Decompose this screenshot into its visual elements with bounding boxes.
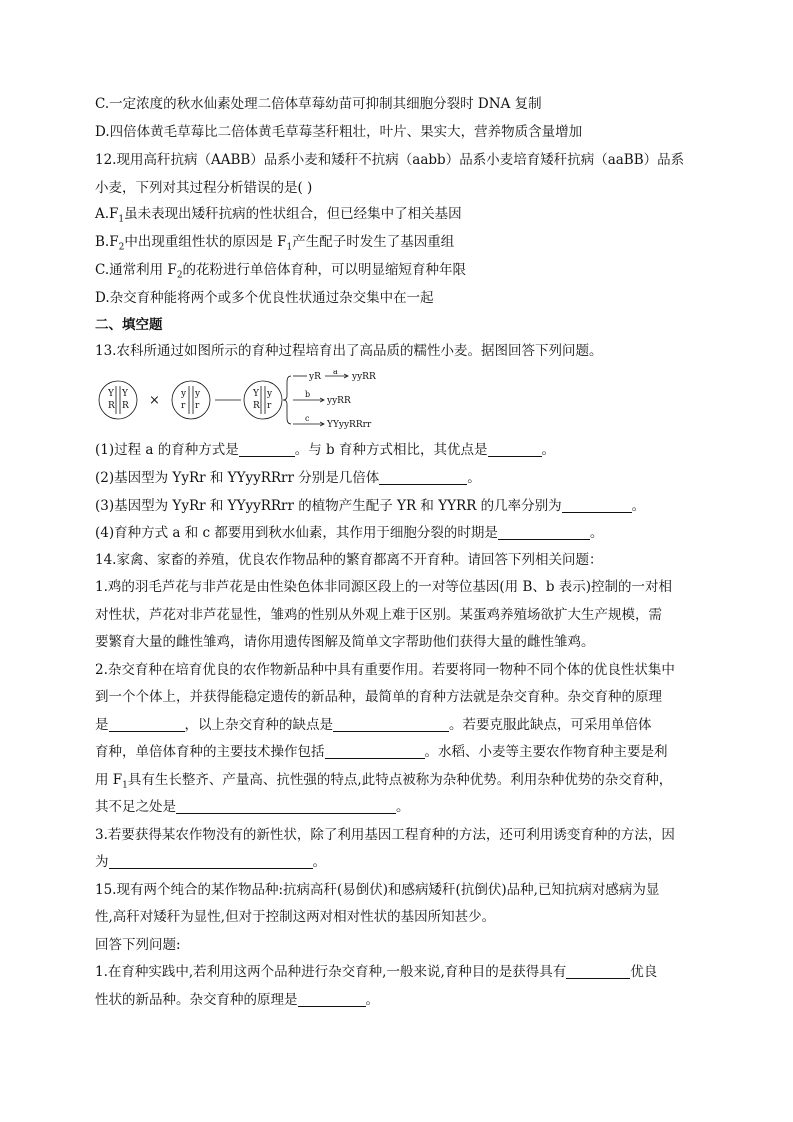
q15-blank-1[interactable] [566, 964, 630, 979]
q11-option-c: C.一定浓度的秋水仙素处理二倍体草莓幼苗可抑制其细胞分裂时 DNA 复制 [95, 96, 542, 112]
q11-option-d: D.四倍体黄毛草莓比二倍体黄毛草莓茎秆粗壮，叶片、果实大，营养物质含量增加 [95, 124, 583, 140]
branch-brace [283, 376, 291, 424]
cell-2-gene-bottom-right: r [195, 401, 200, 411]
section-heading: 二、填空题 [95, 317, 163, 333]
breeding-diagram [95, 370, 395, 430]
q14-p1-line1: 1.鸡的羽毛芦花与非芦花是由性染色体非同源区段上的一对等位基因(用 B、b 表示)控制的一对相 [95, 579, 673, 595]
q14-blank-2[interactable] [333, 717, 449, 732]
cell-3-gene-top-left: Y [253, 389, 259, 399]
q13-blank-1[interactable] [239, 442, 295, 457]
q14-blank-5[interactable] [109, 854, 313, 869]
cell-1-gene-bottom-left: R [108, 401, 115, 411]
branch-c-label: c [305, 414, 310, 423]
q13-blank-5[interactable] [498, 525, 590, 540]
q14-p2-line3: 是 ，以上杂交育种的缺点是 。若要克服此缺点，可采用单倍体 [95, 717, 652, 733]
cell-2-circle [172, 381, 210, 419]
cell-1-gene-top-right: Y [122, 389, 128, 399]
q14-p3-line1: 3.若要获得某农作物没有的新性状，除了利用基因工程育种的方法，还可利用诱变育种的方法，因 [95, 827, 675, 843]
q12-stem-line1: 12.现用高秆抗病（AABB）品系小麦和矮秆不抗病（aabb）品系小麦培育矮秆抗病（aaBB）品系 [95, 152, 685, 168]
branch-c-result: YYyyRRrr [327, 420, 372, 430]
cell-1-gene-top-left: Y [108, 389, 114, 399]
q13-part3: (3)基因型为 YyRr 和 YYyyRRrr 的植物产生配子 YR 和 YYRR 的几率分别为 。 [95, 498, 646, 514]
q15-p1-line2: 性状的新品种。杂交育种的原理是 。 [95, 992, 379, 1008]
q14-p1-line2: 对性状，芦花对非芦花显性，雏鸡的性别从外观上难于区别。某蛋鸡养殖场欲扩大生产规模，需 [95, 607, 662, 623]
q14-blank-3[interactable] [325, 744, 425, 759]
q14-p1-line3: 要繁育大量的雌性雏鸡，请你用遗传图解及简单文字帮助他们获得大量的雌性雏鸡。 [95, 634, 595, 650]
cell-3-circle [244, 381, 282, 419]
q12-option-b: $B.F_2$中出现重组性状的原因是 $F_1$产生配子时发生了基因重组 [95, 234, 455, 253]
cell-2-gene-top-left: y [181, 389, 187, 399]
q12-stem-line2: 小麦，下列对其过程分析错误的是( ) [95, 180, 313, 196]
q12-option-c: C.通常利用 $F_2$的花粉进行单倍体育种，可以明显缩短育种年限 [95, 262, 467, 281]
q15-answer-prompt: 回答下列问题: [95, 937, 181, 953]
branch-a-gamete: yR [309, 372, 321, 382]
branch-a-result: yyRR [352, 372, 376, 382]
q14-blank-4[interactable] [176, 799, 396, 814]
q14-p2-line6: 其不足之处是 。 [95, 799, 410, 815]
q14-p3-line2: 为 。 [95, 854, 326, 870]
q15-stem-line2: 性,高秆对矮秆为显性,但对于控制这两对相对性状的基因所知甚少。 [95, 909, 496, 925]
q13-part2: (2)基因型为 YyRr 和 YYyyRRrr 分别是几倍体 。 [95, 470, 481, 486]
cell-3-gene-top-right: y [267, 389, 273, 399]
cell-1-circle [99, 381, 137, 419]
branch-b-label: b [305, 390, 311, 399]
q13-blank-3[interactable] [379, 470, 467, 485]
q13-part4: (4)育种方式 a 和 c 都要用到秋水仙素，其作用于细胞分裂的时期是 。 [95, 525, 604, 541]
cell-1-gene-bottom-right: R [122, 401, 129, 411]
q13-stem: 13.农科所通过如图所示的育种过程培育出了高品质的糯性小麦。据图回答下列问题。 [95, 343, 603, 359]
branch-b-result: yyRR [327, 396, 351, 406]
cell-2-gene-top-right: y [195, 389, 201, 399]
q12-option-a: $A.F_1$虽未表现出矮秆抗病的性状组合，但已经集中了相关基因 [95, 206, 462, 225]
q14-p2-line2: 到一个个体上，并获得能稳定遗传的新品种，最简单的育种方法就是杂交育种。杂交育种的原理 [95, 689, 662, 705]
cell-3-gene-bottom-left: R [253, 401, 260, 411]
cell-3-gene-bottom-right: r [267, 401, 272, 411]
q14-blank-1[interactable] [109, 717, 185, 732]
q14-p2-line4: 育种，单倍体育种的主要技术操作包括 。水稻、小麦等主要农作物育种主要是利 [95, 744, 668, 760]
q12-option-d: D.杂交育种能将两个或多个优良性状通过杂交集中在一起 [95, 290, 434, 306]
branch-a-label: a [333, 370, 338, 376]
q14-stem: 14.家禽、家畜的养殖，优良农作物品种的繁育都离不开育种。请回答下列相关问题： [95, 552, 603, 568]
cross-symbol: × [149, 393, 160, 408]
q14-p2-line5: 用 $F_1$具有生长整齐、产量高、抗性强的特点,此特点被称为杂种优势。利用杂种优势的杂交育种， [95, 772, 673, 791]
q15-blank-2[interactable] [298, 992, 366, 1007]
cell-2-gene-bottom-left: r [181, 401, 186, 411]
q13-blank-2[interactable] [488, 442, 542, 457]
q13-part1: (1)过程 a 的育种方式是 。与 b 育种方式相比，其优点是 。 [95, 442, 555, 458]
q15-stem-line1: 15.现有两个纯合的某作物品种:抗病高秆(易倒伏)和感病矮秆(抗倒伏)品种,已知抗病对感病为显 [95, 882, 660, 898]
q14-p2-line1: 2.杂交育种在培育优良的农作物新品种中具有重要作用。若要将同一物种不同个体的优良性状集中 [95, 662, 675, 678]
q13-blank-4[interactable] [562, 498, 632, 513]
q15-p1-line1: 1.在育种实践中,若利用这两个品种进行杂交育种,一般来说,育种目的是获得具有 优良 [95, 964, 658, 980]
